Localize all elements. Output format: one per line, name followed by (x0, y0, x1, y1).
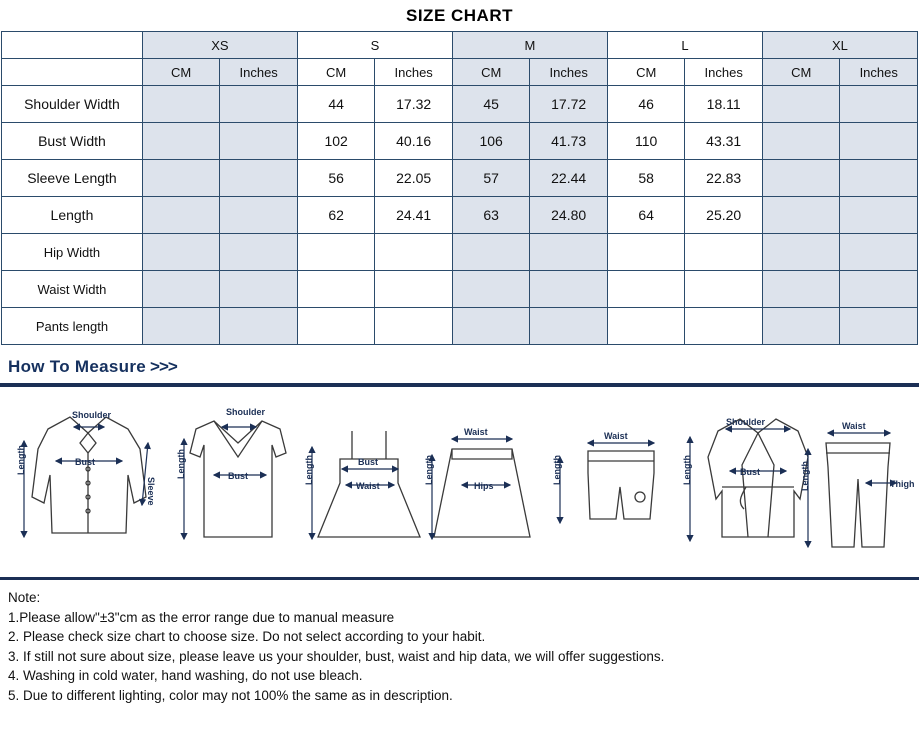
measurement-figures (0, 387, 919, 580)
cell-xl-in (840, 271, 918, 308)
table-row (2, 234, 918, 271)
svg-text:Bust: Bust (358, 457, 378, 467)
cell-xl-in (840, 160, 918, 197)
cell-s-cm (297, 234, 375, 271)
note-line-1: 1.Please allow"±3"cm as the error range due to manual measure (8, 609, 395, 625)
unit-xl-in: Inches (840, 59, 918, 86)
cell-s-cm (297, 308, 375, 345)
cell-l-in (685, 308, 763, 345)
svg-text:Length: Length (682, 455, 692, 485)
note-line-4: 4. Washing in cold water, hand washing, do not use bleach. (8, 668, 363, 683)
cell-l-in: 18.11 (685, 86, 763, 123)
svg-text:Length: Length (304, 455, 314, 485)
cell-xl-cm (762, 123, 840, 160)
note-line-2: 2. Please check size chart to choose size. Do not select according to your habit. (8, 629, 486, 644)
cell-m-cm (452, 234, 530, 271)
size-header-xl: XL (762, 32, 917, 59)
note-line-5: 5. Due to different lighting, color may not 100% the same as in description. (8, 687, 453, 703)
size-chart-table (1, 31, 918, 345)
cell-m-in (530, 271, 608, 308)
unit-m-in: Inches (530, 59, 608, 86)
cell-l-in: 43.31 (685, 123, 763, 160)
cell-xs-cm (142, 271, 220, 308)
cell-s-cm: 102 (297, 123, 375, 160)
cell-l-cm: 58 (607, 160, 685, 197)
svg-text:Waist: Waist (604, 431, 628, 441)
cell-xs-in (220, 308, 298, 345)
unit-xl-cm: CM (762, 59, 840, 86)
cell-xs-in (220, 271, 298, 308)
cell-l-in: 22.83 (685, 160, 763, 197)
cell-xl-cm (762, 308, 840, 345)
cell-xs-in (220, 234, 298, 271)
table-row (2, 160, 918, 197)
svg-text:Length: Length (552, 455, 562, 485)
table-corner (2, 32, 143, 59)
cell-m-in: 22.44 (530, 160, 608, 197)
unit-xs-in: Inches (220, 59, 298, 86)
cell-l-cm: 64 (607, 197, 685, 234)
cell-xl-cm (762, 160, 840, 197)
cell-xl-cm (762, 234, 840, 271)
unit-s-in: Inches (375, 59, 453, 86)
cell-m-cm (452, 308, 530, 345)
notes-section (0, 580, 919, 705)
cell-xl-in (840, 197, 918, 234)
cell-xs-cm (142, 86, 220, 123)
cell-l-in: 25.20 (685, 197, 763, 234)
size-header-xs: XS (142, 32, 297, 59)
cell-xl-in (840, 123, 918, 160)
cell-xs-cm (142, 308, 220, 345)
row-label-bust-width: Bust Width (2, 123, 143, 160)
cell-m-in: 17.72 (530, 86, 608, 123)
cell-s-cm (297, 271, 375, 308)
cell-s-in: 40.16 (375, 123, 453, 160)
row-label-hip-width: Hip Width (2, 234, 143, 271)
cell-m-cm (452, 271, 530, 308)
cell-m-in: 41.73 (530, 123, 608, 160)
cell-m-in (530, 308, 608, 345)
chevron-right-icon: >>> (150, 357, 177, 376)
cell-xl-cm (762, 86, 840, 123)
cell-m-in: 24.80 (530, 197, 608, 234)
cell-m-in (530, 234, 608, 271)
table-row (2, 308, 918, 345)
table-row (2, 197, 918, 234)
svg-text:Shoulder: Shoulder (726, 417, 766, 427)
cell-s-cm: 62 (297, 197, 375, 234)
how-to-measure-header (0, 353, 919, 379)
cell-xs-in (220, 160, 298, 197)
svg-text:Bust: Bust (740, 467, 760, 477)
cell-l-in (685, 234, 763, 271)
unit-l-cm: CM (607, 59, 685, 86)
cell-xs-cm (142, 160, 220, 197)
svg-text:Bust: Bust (75, 457, 95, 467)
table-row (2, 271, 918, 308)
cell-xl-in (840, 234, 918, 271)
cell-xl-in (840, 86, 918, 123)
svg-text:Thigh: Thigh (890, 479, 915, 489)
cell-l-cm (607, 234, 685, 271)
cell-s-in: 17.32 (375, 86, 453, 123)
cell-xs-in (220, 86, 298, 123)
cell-xl-cm (762, 197, 840, 234)
cell-l-cm (607, 271, 685, 308)
row-label-pants-length: Pants length (2, 308, 143, 345)
cell-s-in (375, 271, 453, 308)
svg-text:Length: Length (16, 445, 26, 475)
notes-heading: Note: (8, 590, 41, 605)
cell-m-cm: 45 (452, 86, 530, 123)
size-header-l: L (607, 32, 762, 59)
svg-text:Hips: Hips (474, 481, 494, 491)
row-label-shoulder-width: Shoulder Width (2, 86, 143, 123)
unit-l-in: Inches (685, 59, 763, 86)
table-row (2, 86, 918, 123)
size-header-row (2, 32, 918, 59)
cell-m-cm: 63 (452, 197, 530, 234)
svg-text:Waist: Waist (356, 481, 380, 491)
cell-s-in (375, 234, 453, 271)
cell-l-cm: 110 (607, 123, 685, 160)
cell-l-cm (607, 308, 685, 345)
cell-l-in (685, 271, 763, 308)
note-line-3: 3. If still not sure about size, please leave us your shoulder, bust, waist and hip data, we will offer suggestions. (8, 648, 665, 664)
svg-text:Waist: Waist (842, 421, 866, 431)
svg-text:Sleeve: Sleeve (146, 477, 156, 506)
unit-corner (2, 59, 143, 86)
svg-text:Length: Length (800, 461, 810, 491)
svg-text:Length: Length (424, 455, 434, 485)
size-header-s: S (297, 32, 452, 59)
cell-xl-cm (762, 271, 840, 308)
unit-header-row (2, 59, 918, 86)
cell-xs-cm (142, 197, 220, 234)
cell-l-cm: 46 (607, 86, 685, 123)
how-to-measure-title: How To Measure (8, 357, 147, 376)
cell-xs-in (220, 123, 298, 160)
table-row (2, 123, 918, 160)
cell-s-in (375, 308, 453, 345)
svg-text:Shoulder: Shoulder (226, 407, 266, 417)
cell-xs-cm (142, 234, 220, 271)
cell-m-cm: 106 (452, 123, 530, 160)
svg-text:Shoulder: Shoulder (72, 410, 112, 420)
cell-m-cm: 57 (452, 160, 530, 197)
cell-s-in: 24.41 (375, 197, 453, 234)
cell-s-cm: 56 (297, 160, 375, 197)
cell-s-in: 22.05 (375, 160, 453, 197)
row-label-waist-width: Waist Width (2, 271, 143, 308)
row-label-sleeve-length: Sleeve Length (2, 160, 143, 197)
svg-text:Bust: Bust (228, 471, 248, 481)
cell-s-cm: 44 (297, 86, 375, 123)
cell-xs-in (220, 197, 298, 234)
svg-text:Waist: Waist (464, 427, 488, 437)
unit-m-cm: CM (452, 59, 530, 86)
row-label-length: Length (2, 197, 143, 234)
cell-xl-in (840, 308, 918, 345)
unit-s-cm: CM (297, 59, 375, 86)
svg-text:Length: Length (176, 449, 186, 479)
size-header-m: M (452, 32, 607, 59)
cell-xs-cm (142, 123, 220, 160)
unit-xs-cm: CM (142, 59, 220, 86)
page-title: SIZE CHART (406, 6, 513, 25)
